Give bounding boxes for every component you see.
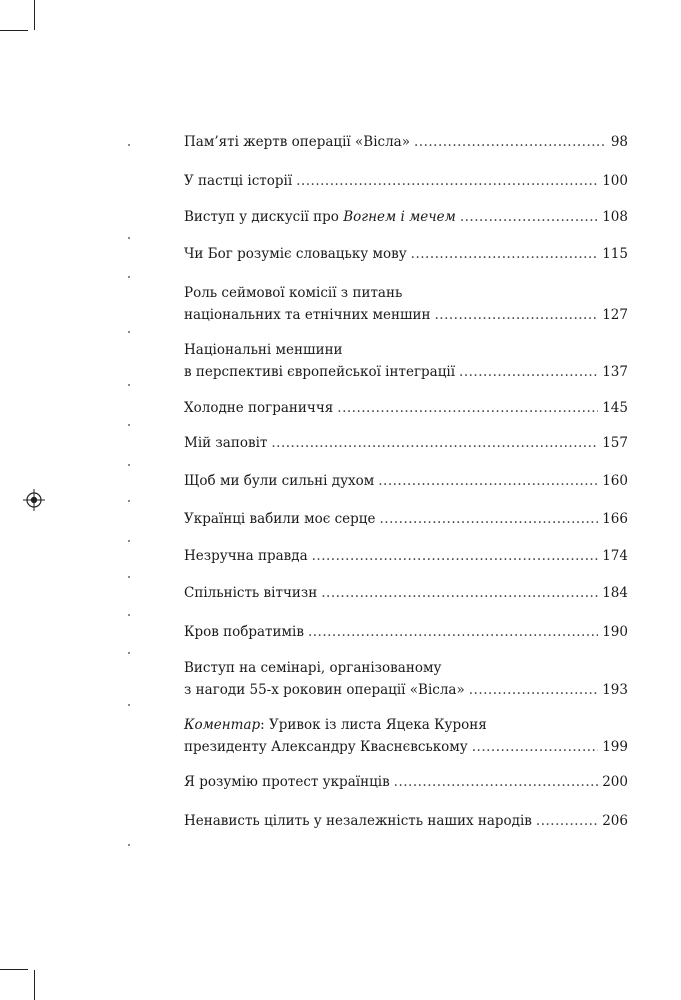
dot-leader <box>460 206 598 228</box>
toc-page-number: 190 <box>602 624 628 640</box>
toc-entry-title: Холодне пограниччя <box>184 400 334 416</box>
toc-entry-title-italic: Коментар <box>184 717 261 733</box>
toc-entry <box>184 508 628 530</box>
toc-page-number: 184 <box>602 585 628 601</box>
toc-entry <box>184 621 628 643</box>
toc-page-number: 199 <box>602 739 628 755</box>
toc-entry-title-line-2: президенту Александру Кваснєвському <box>184 739 468 755</box>
toc-entry <box>184 432 628 454</box>
toc-entry <box>184 170 628 192</box>
toc-entry <box>184 714 628 758</box>
toc-page-number: 127 <box>602 307 628 323</box>
toc-entry-title: Щоб ми були сильні духом <box>184 473 375 489</box>
toc-entry <box>184 470 628 492</box>
toc-entry-title: Я розумію протест українців <box>184 774 390 790</box>
toc-page-number: 206 <box>602 813 628 829</box>
toc-entry-title-line-1: Виступ на семінарі, організованому <box>184 660 442 676</box>
toc-page-number: 174 <box>602 548 628 564</box>
toc-entry-title: Виступ у дискусії про <box>184 209 344 225</box>
toc-entry-title-italic: Вогнем і мечем <box>343 209 456 225</box>
toc-entry-title: Спільність вітчизн <box>184 585 318 601</box>
toc-page-number: 98 <box>610 134 628 150</box>
dot-leader <box>472 736 598 758</box>
dot-leader <box>337 397 598 419</box>
toc-entry-title: Кров побратимів <box>184 624 304 640</box>
toc-entry <box>184 282 628 326</box>
toc-entry <box>184 339 628 383</box>
dot-leader <box>414 131 607 153</box>
toc-entry-title: Мій заповіт <box>184 435 268 451</box>
toc-entry-title: У пастці історії <box>184 173 293 189</box>
toc-page-number: 160 <box>602 473 628 489</box>
dot-leader <box>536 810 598 832</box>
toc-entry-title: Чи Бог розуміє словацьку мову <box>184 246 407 262</box>
toc-page-number: 157 <box>602 435 628 451</box>
toc-entry-title-line-1: Роль сеймової комісії з питань <box>184 285 403 301</box>
dot-leader <box>378 470 598 492</box>
dot-leader <box>308 621 598 643</box>
toc-entry <box>184 771 628 793</box>
toc-entry <box>184 545 628 567</box>
toc-entry <box>184 582 628 604</box>
toc-entry-title-line-2: з нагоди 55-х роковин операції «Вісла» <box>184 682 465 698</box>
toc-page-number: 145 <box>602 400 628 416</box>
dot-leader <box>459 361 598 383</box>
dot-leader <box>469 679 598 701</box>
dot-leader <box>321 582 598 604</box>
toc-entry <box>184 657 628 701</box>
toc-page-number: 166 <box>602 511 628 527</box>
toc-entry-title-line-2: в перспективі європейської інтеграції <box>184 364 456 380</box>
toc-page-number: 200 <box>602 774 628 790</box>
toc-entry <box>184 810 628 832</box>
dot-leader <box>435 304 599 326</box>
toc-entry-title: Незручна правда <box>184 548 308 564</box>
toc-entry <box>184 397 628 419</box>
toc-page-number: 108 <box>602 209 628 225</box>
toc-entry <box>184 131 628 153</box>
dot-leader <box>296 170 598 192</box>
dot-leader <box>312 545 599 567</box>
dot-leader <box>411 243 599 265</box>
toc-entry-title-line-2: національних та етнічних меншин <box>184 307 431 323</box>
toc-entry <box>184 243 628 265</box>
dot-leader <box>379 508 598 530</box>
toc-entry-title-line-1: Національні меншини <box>184 342 343 358</box>
toc-page-number: 115 <box>602 246 628 262</box>
toc-page-number: 137 <box>602 364 628 380</box>
dot-leader <box>394 771 599 793</box>
toc-entry-title: Пам’яті жертв операції «Вісла» <box>184 134 410 150</box>
toc-page-number: 193 <box>602 682 628 698</box>
toc-entry-title: Українці вабили моє серце <box>184 511 376 527</box>
toc-entry-title-line-1: : Уривок із листа Яцека Куроня <box>260 717 487 733</box>
dot-leader <box>271 432 598 454</box>
toc-entry <box>184 206 628 228</box>
toc-page-number: 100 <box>602 173 628 189</box>
toc-entry-title: Ненависть цілить у незалежність наших народів <box>184 813 532 829</box>
